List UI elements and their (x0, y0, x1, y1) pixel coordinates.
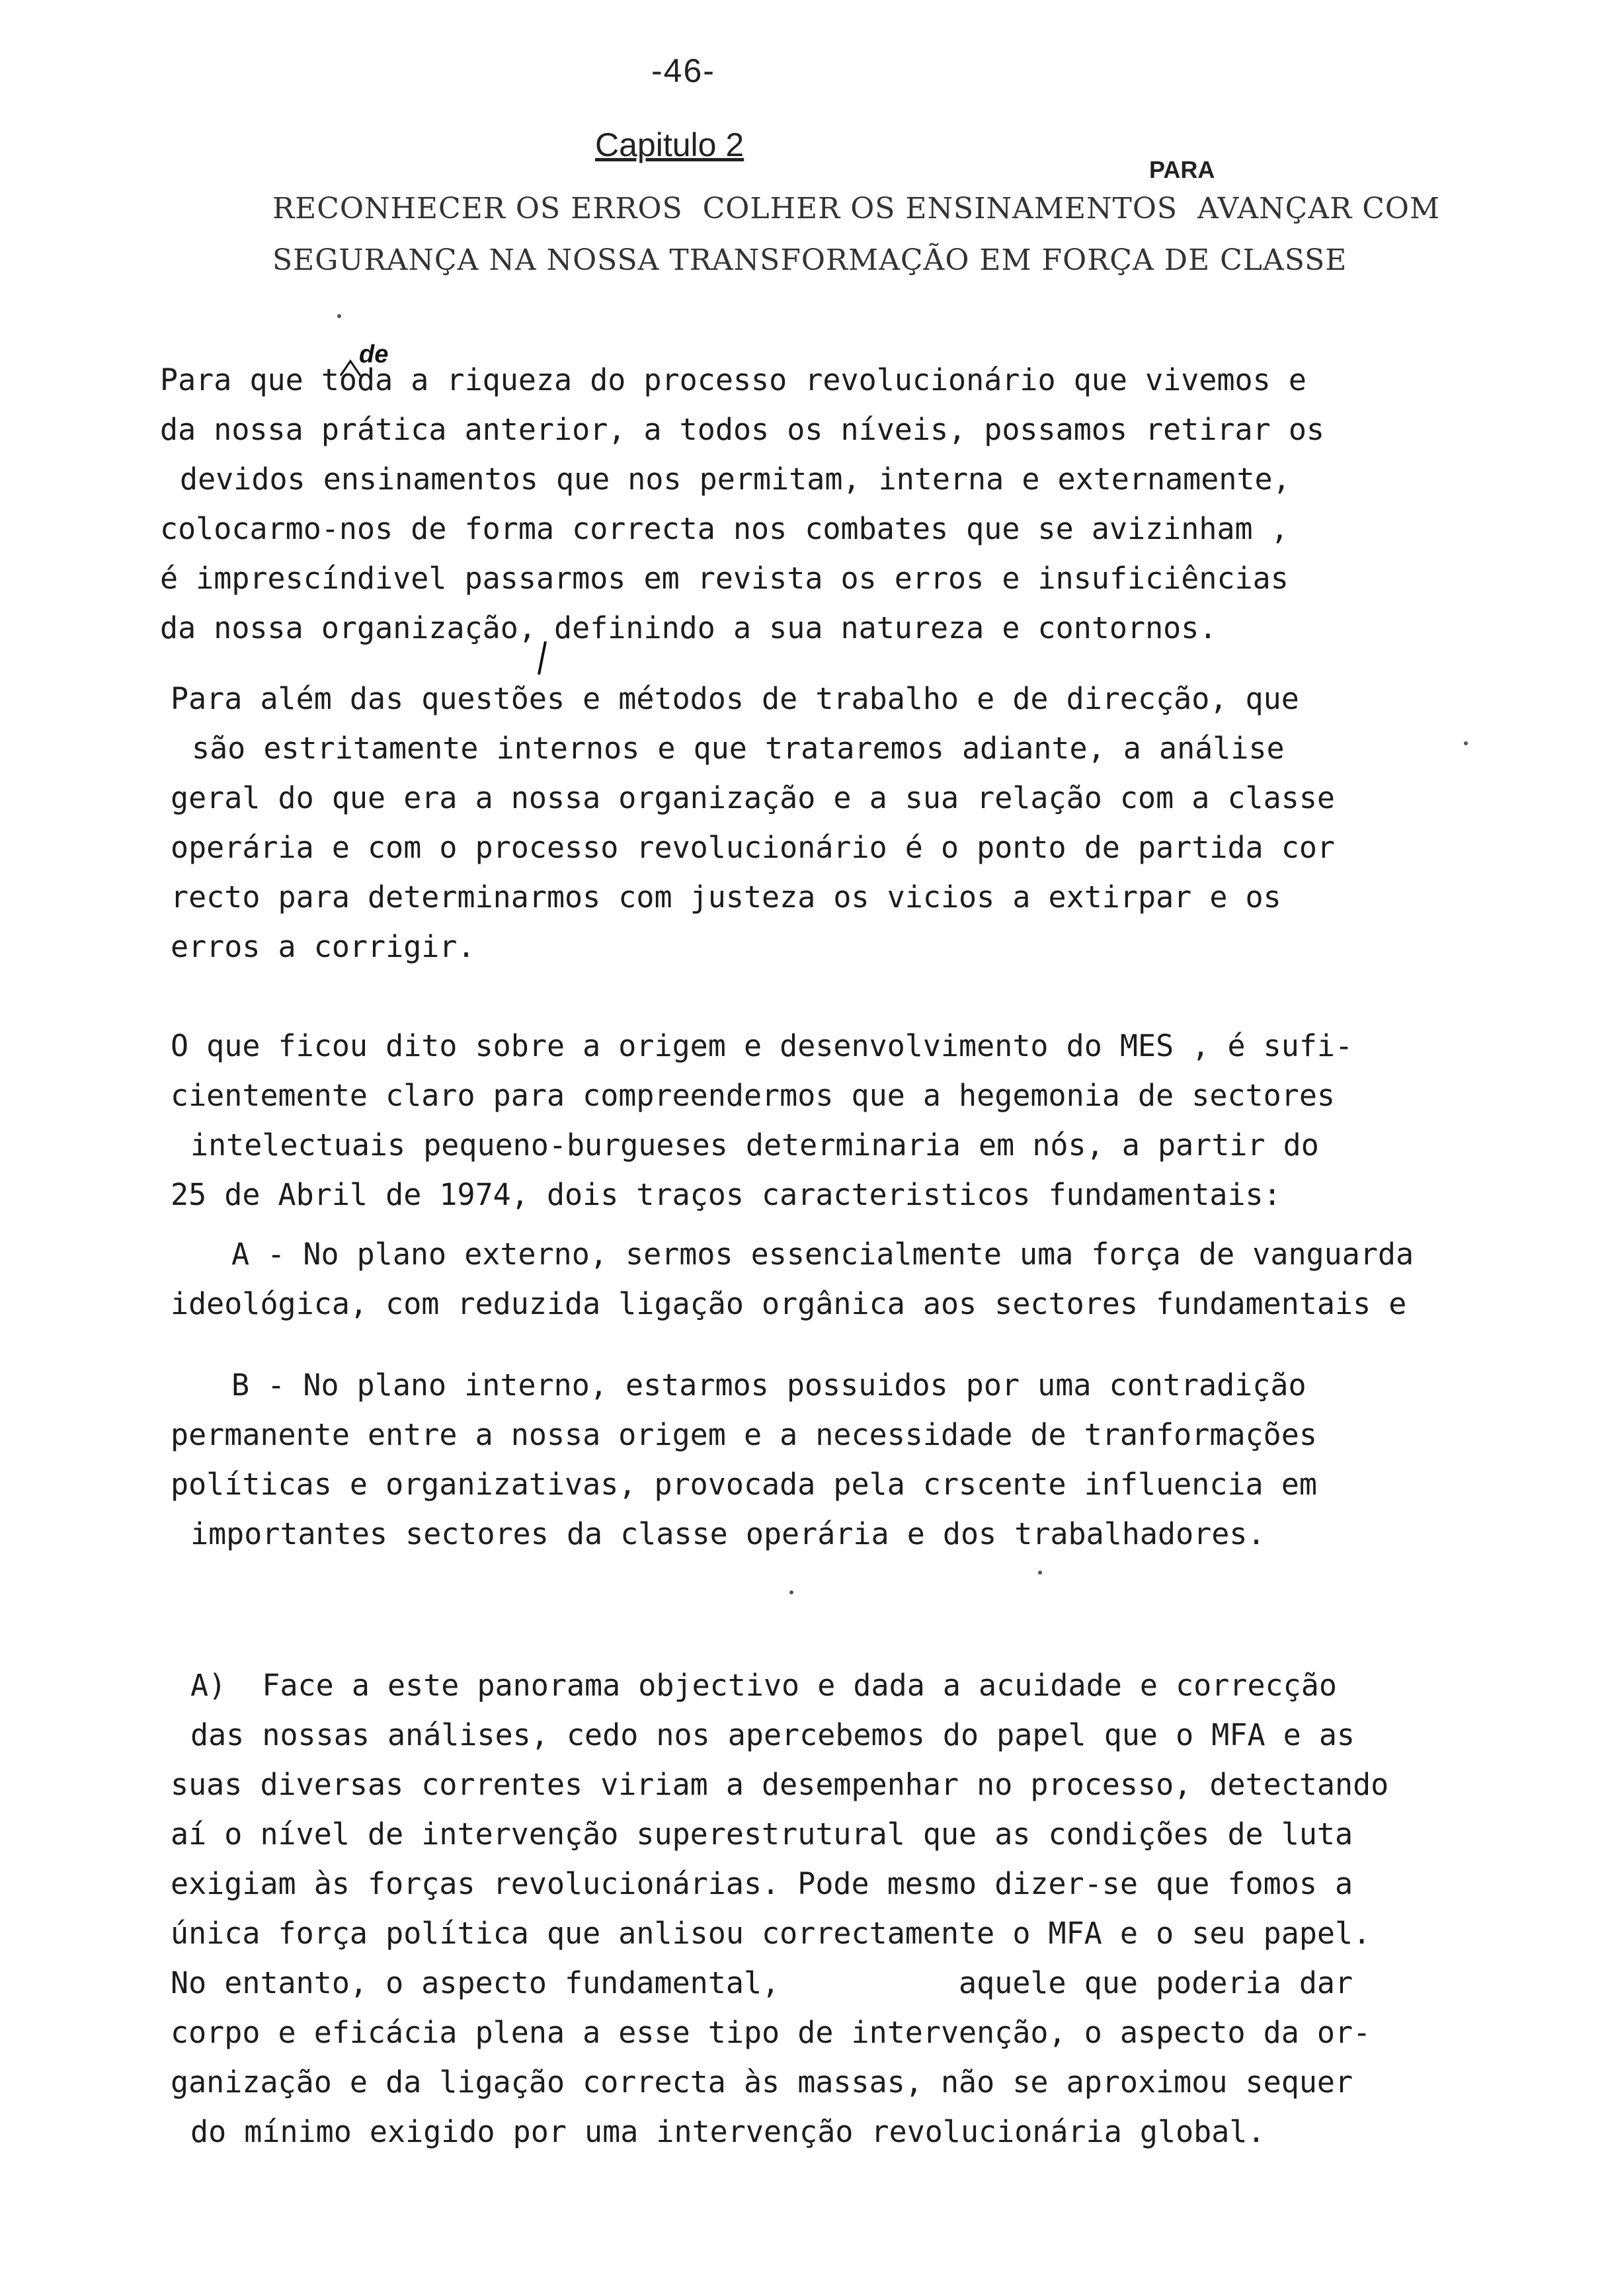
section-a-line: No entanto, o aspecto fundamental, aquele que poderia dar (171, 1965, 1353, 2000)
point-a-line: ideológica, com reduzida ligação orgânica aos sectores fundamentais e (171, 1286, 1407, 1321)
stray-mark (1464, 741, 1468, 745)
section-a-line: das nossas análises, cedo nos apercebemos do papel que o MFA e as (190, 1717, 1355, 1752)
handwritten-title-insertion: PARA (1149, 156, 1215, 183)
point-b-line: importantes sectores da classe operária e dos trabalhadores. (190, 1516, 1266, 1551)
paragraph-3-line: 25 de Abril de 1974, dois traços caracteristicos fundamentais: (171, 1177, 1281, 1212)
paragraph-2-line: são estritamente internos e que trataremos adiante, a análise (192, 731, 1285, 766)
stray-mark (337, 314, 341, 318)
section-a-line: ganização e da ligação correcta às massas, não se aproximou sequer (171, 2065, 1353, 2100)
paragraph-2-line: erros a corrigir. (171, 929, 475, 964)
title-line-1: RECONHECER OS ERROS COLHER OS ENSINAMENTOS AVANÇAR COM (272, 192, 1441, 226)
paragraph-2-line: recto para determinarmos com justeza os vicios a extirpar e os (171, 880, 1281, 915)
section-a-line: do mínimo exigido por uma intervenção revolucionária global. (190, 2114, 1266, 2149)
page-number: -46- (651, 52, 715, 89)
stray-mark (1038, 1571, 1042, 1575)
paragraph-1-line: devidos ensinamentos que nos permitam, interna e externamente, (180, 462, 1291, 497)
paragraph-1-line: da nossa organização, definindo a sua natureza e contornos. (160, 610, 1217, 645)
section-a-line: aí o nível de intervenção superestrutural que as condições de luta (171, 1817, 1353, 1852)
section-a-line: corpo e eficácia plena a esse tipo de intervenção, o aspecto da or- (171, 2015, 1371, 2050)
paragraph-3-line: intelectuais pequeno-burgueses determinaria em nós, a partir do (190, 1128, 1319, 1163)
paragraph-2-line: operária e com o processo revolucionário é o ponto de partida cor (171, 830, 1335, 865)
point-a-line: A - No plano externo, sermos essencialmente uma força de vanguarda (231, 1237, 1414, 1272)
paragraph-3-line: cientemente claro para compreendermos que a hegemonia de sectores (171, 1078, 1335, 1113)
point-b-line: políticas e organizativas, provocada pela crscente influencia em (171, 1467, 1317, 1502)
paragraph-1-line: colocarmo-nos de forma correcta nos combates que se avizinham , (160, 511, 1289, 546)
paragraph-1-line: da nossa prática anterior, a todos os níveis, possamos retirar os (160, 412, 1324, 447)
handwritten-insertion-de: de (359, 341, 389, 368)
stray-mark (789, 1590, 793, 1594)
paragraph-3-line: O que ficou dito sobre a origem e desenvolvimento do MES , é sufi- (171, 1028, 1353, 1063)
title-line-2: SEGURANÇA NA NOSSA TRANSFORMAÇÃO EM FORÇA DE CLASSE (272, 243, 1347, 277)
section-a-line: única força política que anlisou correctamente o MFA e o seu papel. (171, 1916, 1371, 1951)
point-b-line: B - No plano interno, estarmos possuidos por uma contradição (231, 1368, 1306, 1403)
paragraph-2-line: Para além das questões e métodos de trabalho e de direcção, que (171, 681, 1299, 716)
paragraph-1-line: Para que toda a riqueza do processo revolucionário que vivemos e (160, 362, 1306, 397)
section-a-line: A) Face a este panorama objectivo e dada a acuidade e correcção (190, 1668, 1337, 1703)
paragraph-1-line: é imprescíndivel passarmos em revista os erros e insuficiências (160, 561, 1289, 596)
point-b-line: permanente entre a nossa origem e a necessidade de tranformações (171, 1417, 1317, 1452)
chapter-heading: Capitulo 2 (595, 126, 744, 163)
paragraph-2-line: geral do que era a nossa organização e a sua relação com a classe (171, 780, 1335, 815)
section-a-line: suas diversas correntes viriam a desempenhar no processo, detectando (171, 1767, 1389, 1802)
section-a-line: exigiam às forças revolucionárias. Pode mesmo dizer-se que fomos a (171, 1866, 1353, 1901)
